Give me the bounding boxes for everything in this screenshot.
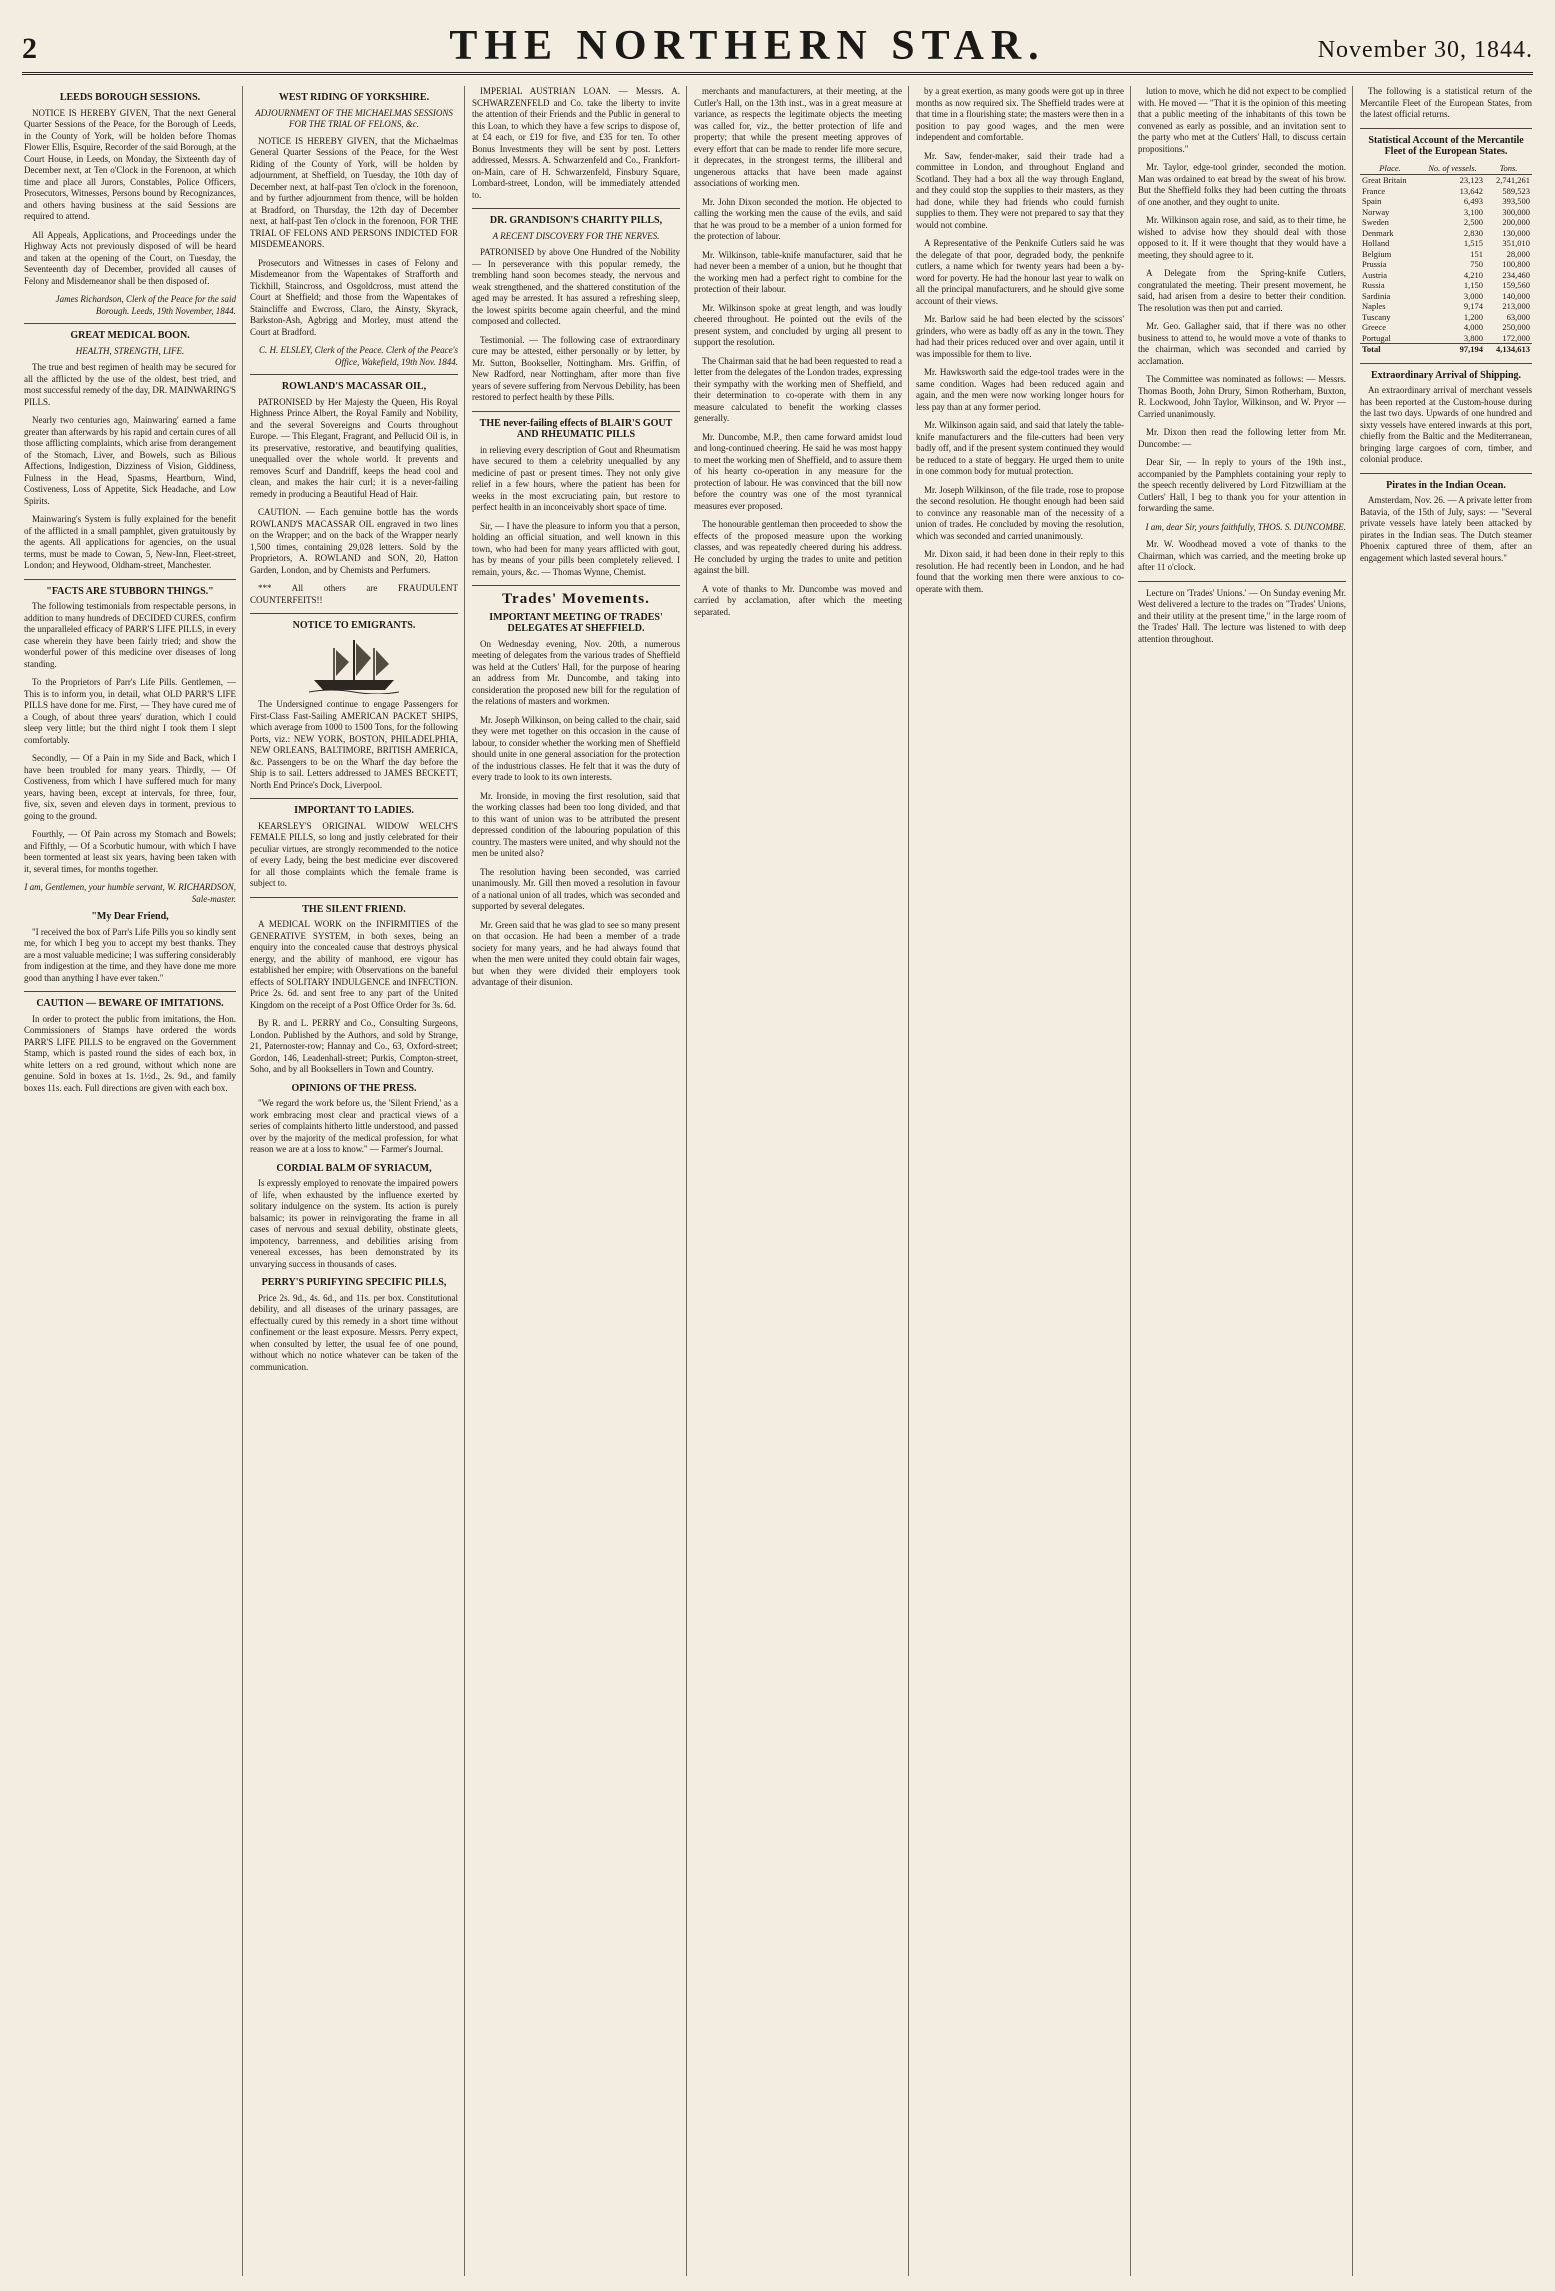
signature: C. H. ELSLEY, Clerk of the Peace. Clerk of the Peace's Office, Wakefield, 19th Nov. 1844. [258, 345, 458, 367]
place-cell: France [1362, 185, 1386, 196]
article-paragraph: All Appeals, Applications, and Proceedings under the Highway Acts not previously disposed of will be heard and taken at the opening of the Court, on Tuesday, the Seventeenth day of December, provided all causes of Felony and Misdemeanor shall be then disposed of. [24, 229, 236, 286]
issue-date: November 30, 1844. [1317, 37, 1533, 63]
place-cell: Sweden [1362, 217, 1389, 227]
article-paragraph: A MEDICAL WORK on the INFIRMITIES of the GENERATIVE SYSTEM, in both sexes, being an enquiry into the concealed cause that destroys physical energy, and the ability of manhood, ere vigour has established her empire; with Observations on the baneful effects of SOLITARY INDULGENCE and INFECTION. Price 2s. 6d. and sent free to any part of the United Kingdom on the receipt of a Post Office Order for 3s. 6d. [250, 919, 458, 1010]
article-paragraph: Mr. Green said that he was glad to see so many present on that occasion. He had been a member of a trade society for many years, and he had always found that when the men were united they could obtain fair wages, but when they were divided their employers took advantage of their disunion. [472, 919, 680, 987]
column-rule [242, 86, 243, 2276]
vessels-cell: 6,493 [1463, 196, 1484, 206]
tons-cell: 300,000 [1502, 206, 1530, 217]
place-cell: Norway [1362, 206, 1390, 217]
article-paragraph: Prosecutors and Witnesses in cases of Felony and Misdemeanor from the Wapentakes of Strafforth and Tickhill, Staincross, and Osgoldcross, must attend the Court at Sheffield; and those from the Wapentakes of Staincliffe and Ewcross, Claro, the Ainsty, Skyrack, Barkston-Ash, Agbrigg and Morley, must attend the Court at Bradford. [250, 257, 458, 337]
advert-heading: ROWLAND'S MACASSAR OIL, [281, 381, 427, 392]
column-rule [1352, 86, 1353, 2276]
article-paragraph: KEARSLEY'S ORIGINAL WIDOW WELCH'S FEMALE PILLS, so long and justly celebrated for their peculiar virtues, are strongly recommended to the notice of every Lady, being the best medicine ever discovered for all those complaints which the female frame is subject to. [250, 820, 458, 888]
tons-cell: 351,010 [1502, 238, 1530, 248]
article-paragraph: Mr. Hawksworth said the edge-tool trades were in the same condition. Wages had been reduced again and again, and the men were now working longer hours for less pay than at any former period. [916, 367, 1124, 412]
section-divider [250, 374, 458, 375]
column-1 [24, 86, 236, 2276]
advert-heading: GREAT MEDICAL BOON. [70, 330, 190, 341]
tons-cell: 393,500 [1502, 196, 1530, 206]
tons-cell: 250,000 [1502, 322, 1530, 332]
place-cell: Naples [1362, 301, 1386, 311]
place-cell: Austria [1362, 269, 1388, 280]
article-paragraph: Mr. Geo. Gallagher said, that if there was no other business to attend to, he would move a vote of thanks to the chairman, which was seconded and carried by acclamation. [1138, 321, 1346, 366]
vessels-cell: 3,800 [1463, 332, 1484, 343]
column-rule [908, 86, 909, 2276]
column-7 [1360, 86, 1532, 2276]
article-paragraph: Mr. Ironside, in moving the first resolution, said that the working classes had been too long divided, and that to this want of union was to be attributed the present depressed condition of the labouring population of this country. The masters were united, and why should not the men be united also? [472, 790, 680, 858]
table-row [1360, 333, 1532, 344]
article-paragraph: In order to protect the public from imitations, the Hon. Commissioners of Stamps have ordered the words PARR'S LIFE PILLS to be engraved on the Government Stamp, which is pasted round the sides of each box, in white letters on a red ground, without which none are genuine. Sold in boxes at 1s. 1½d., 2s. 9d., and family boxes 11s. each. Full directions are given with each box. [24, 1013, 236, 1093]
vessels-cell: 1,150 [1463, 280, 1484, 290]
article-paragraph: By R. and L. PERRY and Co., Consulting Surgeons, London. Published by the Authors, and sold by Strange, 21, Paternoster-row; Hannay and Co., 63, Oxford-street; Gordon, 146, Leadenhall-street; Purkis, Compton-street, Soho, and by all Booksellers in Town and Country. [250, 1018, 458, 1074]
table-row [1360, 270, 1532, 281]
article-paragraph: PATRONISED by Her Majesty the Queen, His Royal Highness Prince Albert, the Royal Family and Nobility, and the several Sovereigns and Courts throughout Europe. — This Elegant, Fragrant, and Pellucid Oil is, in its preservative, restorative, and beautifying qualities, unequalled over the whole world. It prevents and removes Scurf and Dandriff, keeps the head cool and clean, and makes the hair curl; it is a never-failing remedy in producing a Beautiful Head of Hair. [250, 396, 458, 499]
article-paragraph: Mr. John Dixon seconded the motion. He objected to calling the working men the cause of the evils, and said that he was proud to be a member of a union formed for the protection of labour. [694, 196, 902, 241]
vessels-cell: 4,210 [1463, 269, 1484, 280]
advert-heading: IMPORTANT TO LADIES. [294, 805, 414, 816]
column-3 [472, 86, 680, 2276]
article-paragraph: An extraordinary arrival of merchant vessels has been reported at the Custom-house during the last two days. Upwards of one hundred and sixty vessels have entered inwards at this port, chiefly from the Baltic and the Mediterranean, bringing large cargoes of corn, timber, and colonial produce. [1360, 385, 1532, 464]
masthead [22, 22, 1533, 75]
article-paragraph: Secondly, — Of a Pain in my Side and Back, which I have been troubled for many years. Thirdly, — Of Costiveness, from which I have suffered much for many years, having been, except at intervals, for three, four, five, six, seven and eleven days in torment, previous to going to the ground. [24, 753, 236, 821]
article-paragraph: On Wednesday evening, Nov. 20th, a numerous meeting of delegates from the various trades of Sheffield was held at the Cutlers' Hall, for the purpose of hearing an address from Mr. Duncombe, and taking into consideration the proposed new bill for the regulation of the relations of masters and workmen. [472, 638, 680, 706]
ship-illustration [250, 636, 458, 698]
article-paragraph: The following is a statistical return of the Mercantile Fleet of the European States, from the latest official returns. [1360, 86, 1532, 119]
article-paragraph: NOTICE IS HEREBY GIVEN, that the Michaelmas General Quarter Sessions of the Peace, for the West Riding of the County of York, will be holden by adjournment, at Sheffield, on Tuesday, the 10th day of December next, at half-past Ten o'clock in the forenoon, and by further adjournment from thence, will be holden at Bradford, on Thursday, the 12th day of December next, at half-past Ten o'clock in the forenoon, FOR THE TRIAL OF FELONS AND PERSONS INDICTED FOR MISDEMEANORS. [250, 135, 458, 249]
column-6 [1138, 86, 1346, 2276]
article-heading: Pirates in the Indian Ocean. [1386, 479, 1506, 491]
article-paragraph: Amsterdam, Nov. 26. — A private letter from Batavia, of the 15th of July, says: — "Several private vessels have lately been attacked by pirates in the Indian seas. The Dutch steamer Phoenix captured three of them, after an engagement which lasted several hours." [1360, 495, 1532, 563]
article-paragraph: CAUTION. — Each genuine bottle has the words ROWLAND'S MACASSAR OIL engraved in two lines on the Wrapper; and on the back of the Wrapper nearly 1,500 times, containing 29,028 letters. Sold by the Proprietors, A. ROWLAND and SON, 20, Hatton Garden, London, and by Chemists and Perfumers. [250, 507, 458, 575]
article-paragraph: Lecture on 'Trades' Unions.' — On Sunday evening Mr. West delivered a lecture to the trades on "Trades' Unions, and their utility at the present time," in the large room of the Trades' Hall. The lecture was listened to with deep attention throughout. [1138, 587, 1346, 644]
tons-cell: 589,523 [1502, 185, 1530, 196]
vessels-cell: 23,123 [1459, 175, 1484, 185]
article-paragraph: Mr. Wilkinson, table-knife manufacturer, said that he had never been a member of a union, but he thought that the working men had a perfect right to combine for the protection of their labour. [694, 249, 902, 294]
advert-heading: PERRY'S PURIFYING SPECIFIC PILLS, [261, 1277, 447, 1288]
total-vessels: 97,194 [1420, 344, 1485, 355]
article-paragraph: "We regard the work before us, the 'Silent Friend,' as a work embracing most clear and practical views of a series of complaints hitherto little understood, and passed over by the majority of the medical profession, for what reason we are at a loss to know." — Farmer's Journal. [250, 1098, 458, 1154]
section-divider [472, 411, 680, 412]
article-paragraph: IMPERIAL AUSTRIAN LOAN. — Messrs. A. SCHWARZENFELD and Co. take the liberty to invite the attention of their Friends and the Public in general to this Loan, to which they have a few scrips to dispose of, at £4 each, or £19 for five, and £35 for ten. To other Bonus Investments they will be sent by post. Letters addressed, Messrs. A. Schwarzenfeld and Co., Frankfort-on-Main, care of H. Schwarzenfeld, Finsbury Square, Lombard-street, London, will be immediately attended to. [472, 86, 680, 200]
notice-heading: WEST RIDING OF YORKSHIRE. [278, 92, 430, 103]
vessels-cell: 2,830 [1463, 227, 1484, 238]
signature: I am, Gentlemen, your humble servant, W. RICHARDSON, Sale-master. [24, 882, 236, 904]
advert-heading: NOTICE TO EMIGRANTS. [292, 620, 416, 631]
table-total-row [1360, 344, 1532, 355]
mercantile-fleet-table [1360, 162, 1532, 355]
tons-cell: 130,000 [1502, 227, 1530, 238]
section-divider [24, 991, 236, 992]
article-paragraph: Mainwaring's System is fully explained for the benefit of the afflicted in a small pamphlet, given gratuitously by the agents. All applications for agencies, on the usual terms, must be made to Cowan, 5, New-Inn, Fleet-street, London; and Heywood, Oldham-street, Manchester. [24, 514, 236, 570]
table-row [1360, 175, 1532, 186]
tons-cell: 2,741,261 [1496, 175, 1530, 185]
advert-subheading: HEALTH, STRENGTH, LIFE. [75, 345, 185, 356]
notice-subheading: ADJOURNMENT OF THE MICHAELMAS SESSIONS FOR THE TRIAL OF FELONS, &c. [255, 107, 453, 129]
tons-cell: 28,000 [1506, 248, 1530, 259]
article-paragraph: NOTICE IS HEREBY GIVEN, That the next General Quarter Sessions of the Peace, for the Borough of Leeds, in the County of York, will be holden before Thomas Flower Ellis, Esquire, Recorder of the said Borough, at the Court House, in Leeds, on Monday, the Sixteenth day of December next, at Ten o'Clock in the Forenoon, at which time and place all Jurors, Constables, Police Officers, Prosecutors, Witnesses, Persons bound by Recognizances, and others having business at the said Sessions are required to attend. [24, 107, 236, 221]
table-row [1360, 312, 1532, 323]
signature: I am, dear Sir, yours faithfully, THOS. S. DUNCOMBE. [1145, 521, 1346, 532]
section-divider [1360, 363, 1532, 364]
table-row [1360, 301, 1532, 312]
advert-heading: DR. GRANDISON'S CHARITY PILLS, [489, 215, 663, 226]
tons-cell: 63,000 [1506, 311, 1530, 322]
article-paragraph: Mr. Barlow said he had been elected by the scissors' grinders, who were as badly off as any in the town. They had had their prices reduced over and over again, until it was impossible for them to live. [916, 314, 1124, 359]
place-cell: Spain [1362, 196, 1382, 206]
tons-cell: 100,800 [1502, 259, 1530, 269]
vessels-cell: 1,515 [1463, 238, 1484, 248]
advert-heading: CAUTION — BEWARE OF IMITATIONS. [36, 998, 224, 1009]
table-row [1360, 291, 1532, 302]
section-heading: OPINIONS OF THE PRESS. [291, 1082, 417, 1094]
table-row [1360, 280, 1532, 291]
article-heading: Statistical Account of the Mercantile Fleet of the European States. [1368, 134, 1524, 157]
table-row [1360, 207, 1532, 218]
table-row [1360, 217, 1532, 228]
article-paragraph: Price 2s. 9d., 4s. 6d., and 11s. per box. Constitutional debility, and all diseases of the urinary passages, are effectually cured by this remedy in a short time without confinement or the least exposure. Messrs. Perry expect, when consulted by letter, the usual fee of one pound, without which no notice whatever can be taken of the communication. [250, 1292, 458, 1372]
article-paragraph: The honourable gentleman then proceeded to show the effects of the proposed measure upon the working classes, and was repeatedly cheered during his address. He concluded by urging the trades to unite and petition against the bill. [694, 519, 902, 575]
article-paragraph: Mr. Wilkinson spoke at great length, and was loudly cheered throughout. He pointed out the evils of the present system, and concluded by urging all present to support the resolution. [694, 302, 902, 347]
article-paragraph: A Representative of the Penknife Cutlers said he was the delegate of that poor, degraded body, the penknife cutlers, a name which for twenty years had been a by-word for poverty. He had the honour last year to walk on all the principal manufacturers, and he should give some account of their views. [916, 238, 1124, 306]
place-cell: Great Britain [1362, 175, 1407, 185]
place-cell: Tuscany [1362, 311, 1391, 322]
tons-cell: 234,460 [1502, 269, 1530, 280]
section-divider [24, 579, 236, 580]
advert-heading: "FACTS ARE STUBBORN THINGS." [46, 585, 214, 597]
article-heading: IMPORTANT MEETING OF TRADES' DELEGATES AT SHEFFIELD. [489, 611, 663, 634]
article-paragraph: Mr. Dixon said, it had been done in their reply to this resolution. He had recently been in London, and he had found that the working men there were anxious to co-operate with them. [916, 549, 1124, 594]
article-paragraph: Sir, — I have the pleasure to inform you that a person, holding an official situation, and well known in this town, who had been for many years afflicted with gout, has by means of your pills been completely relieved. I remain, yours, &c. — Thomas Wynne, Chemist. [472, 520, 680, 577]
vessels-cell: 9,174 [1463, 301, 1484, 311]
article-paragraph: The Chairman said that he had been requested to read a letter from the delegates of the London trades, expressing their sympathy with the working men of Sheffield, and their determination to co-operate with them in any measure calculated to benefit the working classes generally. [694, 355, 902, 423]
article-paragraph: The resolution having been seconded, was carried unanimously. Mr. Gill then moved a resolution in favour of a national union of all trades, which was seconded and supported by several delegates. [472, 866, 680, 911]
article-paragraph: Mr. Wilkinson again rose, and said, as to their time, he wished to advise how they should deal with those opposed to it. If it were thought that they would have a meeting, they should agree to it. [1138, 215, 1346, 260]
advert-heading: CORDIAL BALM OF SYRIACUM, [276, 1162, 432, 1174]
place-cell: Greece [1362, 322, 1387, 332]
column-rule [1130, 86, 1131, 2276]
section-divider [250, 897, 458, 898]
vessels-cell: 13,642 [1459, 185, 1484, 196]
vessels-cell: 750 [1470, 259, 1484, 269]
vessels-cell: 151 [1470, 248, 1484, 259]
total-tons: 4,134,613 [1485, 344, 1532, 355]
place-cell: Holland [1362, 238, 1390, 248]
place-cell: Belgium [1362, 248, 1392, 259]
place-cell: Sardinia [1362, 290, 1391, 301]
table-row [1360, 259, 1532, 270]
section-divider [472, 208, 680, 209]
column-rule [464, 86, 465, 2276]
article-paragraph: To the Proprietors of Parr's Life Pills. Gentlemen, — This is to inform you, in detail, what OLD PARR'S LIFE PILLS have done for me. First, — They have cured me of a Cough, of about three years' duration, which I could sleep very little; but the third night I took them I slept comfortably. [24, 677, 236, 745]
vessels-cell: 3,100 [1463, 206, 1484, 217]
table-row [1360, 322, 1532, 333]
article-paragraph: Is expressly employed to renovate the impaired powers of life, when exhausted by the influence exerted by solitary indulgence on the system. Its action is purely balsamic; its power in reinvigorating the frame in all cases of nervous and sexual debility, obstinate gleets, impotency, barrenness, and debilities arising from venereal excesses, has been demonstrated by its unvarying success in thousands of cases. [250, 1178, 458, 1269]
vessels-cell: 2,500 [1463, 217, 1484, 227]
article-paragraph: Mr. Wilkinson again said, and said that lately the table-knife manufacturers and the file-cutters had been very badly off, and if the present system continued they would be reduced to a state of beggary. He urged them to unite in one common body for mutual protection. [916, 420, 1124, 476]
column-header: Place. [1360, 162, 1420, 175]
vessels-cell: 4,000 [1463, 322, 1484, 332]
place-cell: Russia [1362, 280, 1385, 290]
article-paragraph: "I received the box of Parr's Life Pills you so kindly sent me, for which I beg you to accept my best thanks. They are a most valuable medicine; I was suffering considerably from indigestion at the time, and they have done me more good than anything I have ever taken." [24, 926, 236, 983]
section-divider [1360, 128, 1532, 129]
tons-cell: 159,560 [1502, 280, 1530, 290]
newspaper-title: THE NORTHERN STAR. [449, 23, 1046, 69]
advert-subheading: A RECENT DISCOVERY FOR THE NERVES. [492, 230, 660, 241]
article-paragraph: The true and best regimen of health may be secured for all the afflicted by the use of the oldest, best tried, and most successful remedy of the day, DR. MAINWARING'S PILLS. [24, 362, 236, 407]
page-number: 2 [22, 32, 37, 65]
table-row [1360, 238, 1532, 249]
column-4 [694, 86, 902, 2276]
article-paragraph: lution to move, which he did not expect to be complied with. He moved — "That it is the opinion of this meeting that a public meeting of the inhabitants of this town be convened as early as possible, and an invitation sent to the party who met at the Cutlers' Hall, to discuss certain propositions." [1138, 86, 1346, 154]
article-paragraph: by a great exertion, as many goods were got up in three months as now required six. The Sheffield trades were at that time in a flourishing state; the masters were then in a position to pay good wages, and the men were independent and comfortable. [916, 86, 1124, 142]
article-paragraph: Mr. Taylor, edge-tool grinder, seconded the motion. Man was ordained to eat bread by the sweat of his brow. But the Sheffield folks they had been cutting the throats of one another, and they ought to unite. [1138, 162, 1346, 207]
total-label: Total [1360, 344, 1420, 355]
tons-cell: 140,000 [1502, 290, 1530, 301]
section-divider [1138, 581, 1346, 582]
column-2 [250, 86, 458, 2276]
article-paragraph: Nearly two centuries ago, Mainwaring' earned a fame greater than afterwards by his rapid and certain cures of all those afflicting complaints, which arise from derangement of the Stomach, Liver, and Bowels, such as Bilious Affections, Indigestion, Dizziness of Vision, Giddiness, Fulness in the Head, Spasms, Heartburn, Wind, Costiveness, Loss of Appetite, Sick Headache, and Low Spirits. [24, 415, 236, 506]
table-row [1360, 228, 1532, 239]
place-cell: Portugal [1362, 332, 1391, 343]
tons-cell: 213,000 [1502, 301, 1530, 311]
place-cell: Prussia [1362, 259, 1387, 269]
article-paragraph: A vote of thanks to Mr. Duncombe was moved and carried by acclamation, after which the meeting separated. [694, 583, 902, 617]
place-cell: Denmark [1362, 227, 1394, 238]
column-header: No. of vessels. [1420, 162, 1485, 175]
column-header: Tons. [1485, 162, 1532, 175]
article-paragraph: The Committee was nominated as follows: — Messrs. Thomas Booth, John Drury, Simon Rotherham, Buxton, R. Lockwood, John Taylor, Wilkinson, and W. Pryor — Carried unanimously. [1138, 374, 1346, 419]
article-paragraph: Testimonial. — The following case of extraordinary cure may be attested, either personally or by letter, by Mr. Sutton, Bookseller, Nottingham. Mrs. Griffin, of New Radford, near Nottingham, after more than five years of severe suffering from Nervous Debility, has been restored to perfect health by these Pills. [472, 334, 680, 402]
signature: James Richardson, Clerk of the Peace for the said Borough. Leeds, 19th November, 1844. [55, 294, 236, 316]
table-row [1360, 249, 1532, 260]
article-paragraph: Dear Sir, — In reply to yours of the 19th inst., accompanied by the Pamphlets containing your reply to the speech recently delivered by Lord Fitzwilliam at the Cutlers' Hall, I beg to thank you for your attention in forwarding the same. [1138, 457, 1346, 513]
section-title: Trades' Movements. [502, 591, 650, 607]
vessels-cell: 3,000 [1463, 290, 1484, 301]
article-paragraph: Mr. Duncombe, M.P., then came forward amidst loud and long-continued cheering. He said he was most happy to meet the working men of Sheffield, and to assure them of his hearty co-operation in any measure for the protection of labour. He was convinced that the bill now before the country was one of the most tyrannical measures ever proposed. [694, 431, 902, 511]
section-divider [250, 798, 458, 799]
article-paragraph: in relieving every description of Gout and Rheumatism have secured to them a celebrity unequalled by any medicine of past or present times. They not only give relief in a few hours, where the patient has been for weeks in the most excruciating pain, but restore to perfect health in an inconceivably short space of time. [472, 444, 680, 512]
notice-heading: LEEDS BOROUGH SESSIONS. [59, 92, 201, 103]
advert-heading: THE SILENT FRIEND. [302, 903, 406, 915]
section-divider [1360, 473, 1532, 474]
vessels-cell: 1,200 [1463, 311, 1484, 322]
article-paragraph: merchants and manufacturers, at their meeting, at the Cutler's Hall, on the 13th inst., was in a great measure at variance, as respects the legitimate objects the meeting was called for, viz., the better protection of life and property; that while the present meeting approves of every effort that can be made to render life more secure, it deprecates, in the strongest terms, the illiberal and ungenerous attacks that have been made against associations of working men. [694, 86, 902, 188]
article-paragraph: The following testimonials from respectable persons, in addition to many hundreds of DECIDED CURES, confirm the unparalleled efficacy of PARR'S LIFE PILLS, in every case wherein they have been fairly tried; and show the wonderful power of this medicine over diseases of long standing. [24, 601, 236, 669]
warning-line: *** All others are FRAUDULENT COUNTERFEITS!! [250, 583, 458, 605]
article-paragraph: The Undersigned continue to engage Passengers for First-Class Fast-Sailing AMERICAN PACKET SHIPS, which average from 1000 to 1500 Tons, for the following Ports, viz.: NEW YORK, BOSTON, PHILADELPHIA, NEW ORLEANS, BALTIMORE, BRITISH AMERICA, &c. Passengers to be on the Wharf the day before the Ship is to sail. Letters addressed to JAMES BECKETT, North End Prince's Dock, Liverpool. [250, 699, 458, 790]
advert-heading: THE never-failing effects of BLAIR'S GOUT AND RHEUMATIC PILLS [479, 417, 673, 440]
section-divider [472, 585, 680, 586]
table-body [1360, 175, 1532, 355]
table-row [1360, 196, 1532, 207]
tons-cell: 172,000 [1502, 332, 1530, 343]
table-row [1360, 186, 1532, 197]
letter-salutation: "My Dear Friend, [91, 911, 169, 922]
section-divider [250, 613, 458, 614]
article-paragraph: Mr. Joseph Wilkinson, of the file trade, rose to propose the second resolution. He thought enough had been said to convince any reasonable man of the necessity of a union of trades. He concluded by moving the resolution, which was seconded and carried unanimously. [916, 484, 1124, 541]
article-heading: Extraordinary Arrival of Shipping. [1370, 369, 1521, 381]
tons-cell: 200,000 [1502, 217, 1530, 227]
article-paragraph: Mr. Dixon then read the following letter from Mr. Duncombe: — [1138, 427, 1346, 449]
section-divider [24, 323, 236, 324]
article-paragraph: Mr. W. Woodhead moved a vote of thanks to the Chairman, which was carried, and the meeting broke up after 11 o'clock. [1138, 539, 1346, 572]
column-rule [686, 86, 687, 2276]
article-paragraph: PATRONISED by above One Hundred of the Nobility — In perseverance with this popular remedy, the trembling hand soon becomes steady, the nervous and weak strengthened, and the shattered constitution of the aged may be arrested. It has assured a refreshing sleep, the lowest spirits become again cheerful, and the mind composed and collected. [472, 247, 680, 326]
column-5 [916, 86, 1124, 2276]
article-paragraph: Mr. Saw, fender-maker, said their trade had a committee in London, and throughout England and Scotland. They had a box all the way through England, and they could stop the supplies to their masters, as they had done, while they had friends who could furnish supplies to them. They were not prepared to say that they would not combine. [916, 150, 1124, 230]
article-paragraph: A Delegate from the Spring-knife Cutlers, congratulated the meeting. Their present movement, he said, had arisen from a desire to better their condition. The resolution was then put and carried. [1138, 268, 1346, 313]
table-header-row [1360, 162, 1532, 175]
article-paragraph: Fourthly, — Of Pain across my Stomach and Bowels; and Fifthly, — Of a Scorbutic humour, with which I have been tormented at least six years, having been taken with it, several times, for months together. [24, 829, 236, 874]
article-paragraph: Mr. Joseph Wilkinson, on being called to the chair, said they were met together on this occasion in the cause of labour, to consider whether the working men of Sheffield should unite in one general association for the protection of the industrious classes. He felt that it was the duty of every trade to look to its own interests. [472, 714, 680, 782]
